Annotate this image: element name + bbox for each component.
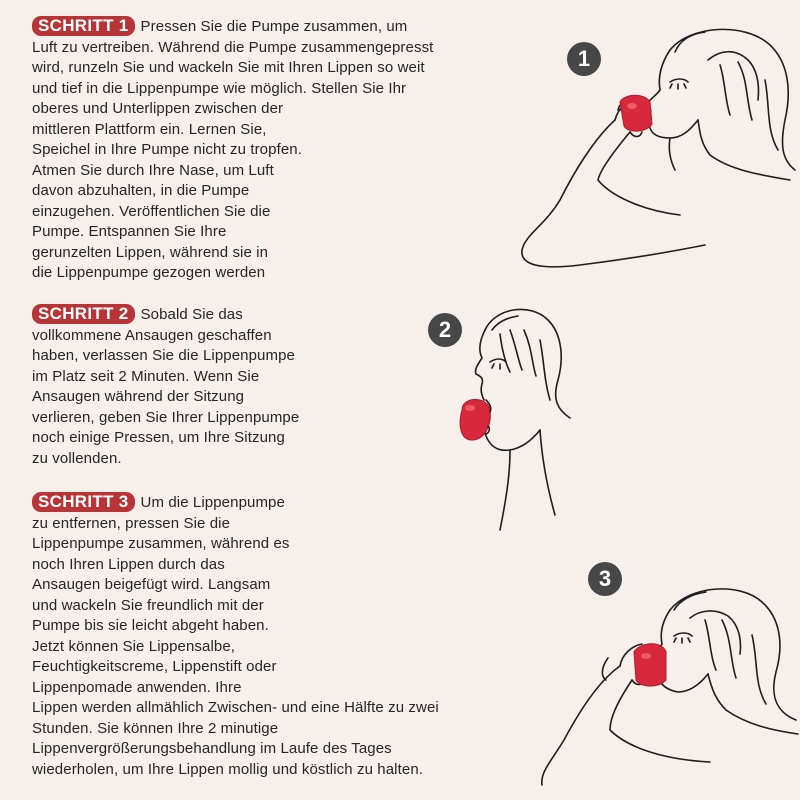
step-3-line: Lippenvergrößerungsbehandlung im Laufe des Tages (32, 740, 392, 757)
step-2-line: Ansaugen während der Sitzung (32, 388, 245, 405)
step-3-line: Ansaugen beigefügt wird. Langsam (32, 576, 271, 593)
step-2-line: zu vollenden. (32, 449, 122, 467)
hair-icon (485, 309, 570, 418)
step-1-line: Luft zu vertreiben. Während die Pumpe zusammengepresst (32, 38, 434, 56)
step-2-badge: SCHRITT 2 (32, 304, 135, 324)
step-3-line: Lippenpomade anwenden. Ihre (32, 678, 242, 696)
step-1-line: und tief in die Lippenpumpe wie möglich. Stellen Sie Ihr (32, 79, 407, 97)
step-3-line: Stunden. Sie können Ihre 2 minutige (32, 719, 279, 737)
step-1-line: wird, runzeln Sie und wackeln Sie mit Ihren Lippen so weit (32, 59, 425, 76)
step-1-text (32, 16, 433, 284)
step-1-line: davon abzuhalten, in die Pumpe (32, 182, 250, 199)
step-3-line: Jetzt können Sie Lippensalbe, (32, 637, 236, 655)
step-3-line: Pumpe bis sie leicht abgeht haben. (32, 617, 269, 634)
step-2-line: haben, verlassen Sie die Lippenpumpe (32, 347, 295, 364)
step-3-line: und wackeln Sie freundlich mit der (32, 596, 264, 614)
step-3-line: zu entfernen, pressen Sie die (32, 514, 231, 532)
step-3-line: Lippen werden allmählich Zwischen- und eine Hälfte zu zwei (32, 699, 439, 716)
step-1-line: mittleren Plattform ein. Lernen Sie, (32, 120, 267, 138)
step-1-line: die Lippenpumpe gezogen werden (32, 264, 266, 281)
step-1-badge: SCHRITT 1 (32, 16, 135, 36)
step-1-illustration (520, 20, 800, 290)
step-3-line: Lippenpumpe zusammen, während es (32, 535, 290, 552)
step-2-line: im Platz seit 2 Minuten. Wenn Sie (32, 367, 260, 385)
step-1-line: Speichel in Ihre Pumpe nicht zu tropfen. (32, 141, 302, 158)
step-1-line: SCHRITT 1 Pressen Sie die Pumpe zusammen, um (32, 16, 433, 38)
step-2-text (32, 304, 299, 469)
step-3-line: SCHRITT 3 Um die Lippenpumpe (32, 492, 439, 514)
step-1-line: Pumpe. Entspannen Sie Ihre (32, 223, 227, 240)
step-2-number-circle: 2 (428, 313, 462, 347)
step-1-line: oberes und Unterlippen zwischen der (32, 100, 284, 117)
step-3-line: Feuchtigkeitscreme, Lippenstift oder (32, 658, 277, 675)
step-3-illustration (540, 580, 800, 800)
step-2-line: vollkommene Ansaugen geschaffen (32, 326, 272, 344)
step-1-number-circle: 1 (567, 42, 601, 76)
step-1-line: einzugehen. Veröffentlichen Sie die (32, 202, 271, 220)
step-2-line: noch einige Pressen, um Ihre Sitzung (32, 429, 285, 446)
step-3-badge: SCHRITT 3 (32, 492, 135, 512)
step-3-text (32, 492, 439, 780)
step-2-line: SCHRITT 2 Sobald Sie das (32, 304, 299, 326)
hair-icon (670, 29, 795, 170)
step-1-line: gerunzelten Lippen, während sie in (32, 243, 269, 261)
step-3-line: noch Ihren Lippen durch das (32, 555, 225, 573)
step-1-line: Atmen Sie durch Ihre Nase, um Luft (32, 161, 274, 179)
step-2-illustration (440, 300, 580, 540)
hair-icon (670, 589, 796, 720)
step-2-line: verlieren, geben Sie Ihrer Lippenpumpe (32, 408, 300, 426)
step-3-number-circle: 3 (588, 562, 622, 596)
step-3-line: wiederholen, um Ihre Lippen mollig und köstlich zu halten. (32, 760, 424, 778)
